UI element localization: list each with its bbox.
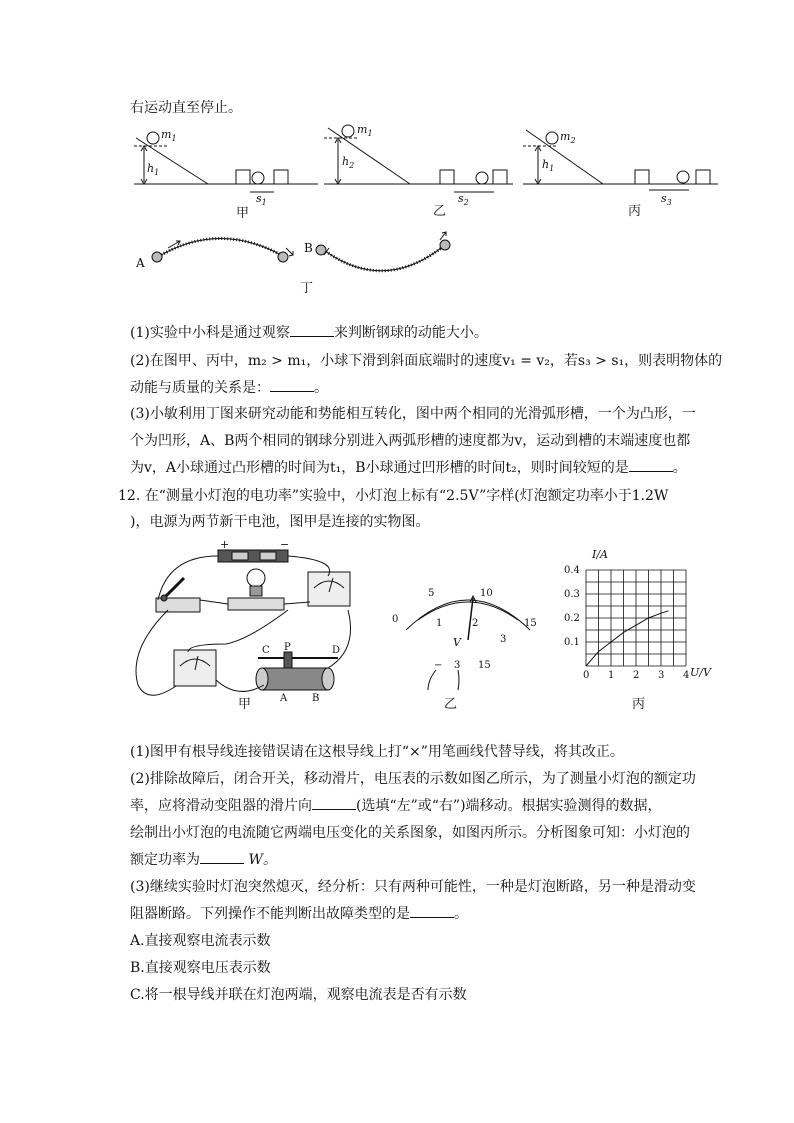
x-tick-label: 4	[683, 670, 690, 681]
svg-text:5: 5	[428, 588, 435, 599]
switch	[156, 578, 200, 612]
svg-text:15: 15	[524, 618, 537, 629]
jia-m-label: $m_1$	[161, 128, 177, 143]
yi-h-label: $h_2$	[342, 155, 355, 170]
voltmeter-dial	[392, 588, 537, 712]
svg-text:−: −	[434, 660, 443, 671]
q12-blank3	[410, 905, 454, 918]
svg-text:A: A	[280, 693, 288, 704]
q11-part1: (1)实验中小科是通过观察 来判断钢球的动能大小。	[130, 325, 488, 341]
q12-part3-line2: 阻器断路。下列操作不能判断出故障类型的是 。	[130, 906, 468, 922]
bing-caption: 丙	[628, 204, 642, 219]
yi-caption: 乙	[433, 204, 447, 219]
bing-m-label: $m_2$	[560, 130, 576, 145]
figure-circuit	[128, 540, 728, 720]
iu-graph	[564, 548, 712, 712]
x-tick-label: 3	[658, 670, 665, 681]
voltmeter-device	[308, 572, 350, 606]
q11-part3-line3: 为v，A小球通过凸形槽的时间为t₁，B小球通过凹形槽的时间t₂，则时间较短的是 。	[130, 460, 687, 476]
q12-blank1	[312, 797, 356, 810]
bing-s-label: $s_3$	[661, 192, 672, 207]
meter-caption: 乙	[444, 697, 458, 712]
x-tick-label: 0	[583, 670, 590, 681]
ding-label-b: B	[304, 241, 313, 255]
graph-xlabel: U/V	[690, 666, 711, 679]
top-line: 右运动直至停止。	[130, 100, 242, 116]
x-tick-label: 1	[608, 670, 615, 681]
q12-option-c[interactable]: C.将一根导线并联在灯泡两端，观察电流表是否有示数	[130, 987, 467, 1003]
ammeter-device	[174, 650, 216, 686]
graph-ylabel: I/A	[592, 548, 608, 561]
q12-part1: (1)图甲有根导线连接错误请在这根导线上打“×”用笔画线代替导线，将其改正。	[130, 744, 624, 760]
y-tick-label: 0.4	[564, 565, 580, 576]
y-tick-label: 0.1	[564, 637, 580, 648]
q11-blank2	[270, 379, 314, 392]
figure-ramps	[128, 120, 728, 300]
svg-text:C: C	[262, 645, 270, 656]
y-tick-label: 0.2	[564, 613, 580, 624]
ramp-bing	[523, 130, 718, 219]
jia-h-label: $h_1$	[147, 162, 160, 177]
svg-text:15: 15	[478, 660, 491, 671]
svg-text:+: +	[220, 540, 230, 551]
svg-text:10: 10	[480, 588, 493, 599]
battery	[218, 540, 289, 562]
q11-part2-line1: (2)在图甲、丙中，m₂ > m₁，小球下滑到斜面底端时的速度v₁ = v₂，若s₃ > s₁，则表明物体的	[130, 353, 723, 369]
svg-text:D: D	[332, 645, 341, 656]
bulb	[228, 569, 284, 610]
rheostat	[256, 642, 340, 704]
svg-text:P: P	[284, 642, 291, 653]
q11-part3-line1: (3)小敏利用丁图来研究动能和势能相互转化，图中两个相同的光滑弧形槽，一个为凸形，一	[130, 406, 696, 422]
svg-text:0: 0	[392, 614, 399, 625]
q12-blank2	[200, 851, 244, 864]
q12-intro-line2: )，电源为两节新干电池，图甲是连接的实物图。	[130, 514, 430, 530]
arc-grooves-ding	[135, 232, 450, 296]
q11-blank1	[290, 324, 334, 337]
q12-part3-line1: (3)继续实验时灯泡突然熄灭，经分析：只有两种可能性，一种是灯泡断路，另一种是滑动变	[130, 879, 696, 895]
q12-intro-line1: 12. 在“测量小灯泡的电功率”实验中，小灯泡上标有“2.5V”字样(灯泡额定功率小于1.2W	[118, 488, 669, 504]
svg-text:−: −	[280, 540, 290, 551]
ding-caption: 丁	[300, 281, 314, 296]
q12-option-b[interactable]: B.直接观察电压表示数	[130, 960, 271, 976]
bing-h-label: $h_1$	[542, 158, 555, 173]
q11-part2-line2: 动能与质量的关系是： 。	[130, 380, 328, 396]
svg-text:3: 3	[500, 634, 507, 645]
q11-part3-line2: 个为凹形，A、B两个相同的钢球分别进入两弧形槽的速度都为v，运动到槽的末端速度也都	[130, 433, 691, 449]
svg-text:V: V	[453, 636, 461, 649]
yi-s-label: $s_2$	[458, 192, 469, 207]
ramp-yi	[324, 123, 513, 219]
x-tick-label: 2	[633, 670, 640, 681]
svg-text:B: B	[312, 693, 320, 704]
y-tick-label: 0.3	[564, 589, 580, 600]
jia-s-label: $s_1$	[256, 192, 267, 207]
q12-option-a[interactable]: A.直接观察电流表示数	[130, 933, 271, 949]
jia-caption: 甲	[236, 206, 250, 221]
svg-text:2: 2	[472, 618, 479, 629]
graph-caption: 丙	[632, 697, 646, 712]
ramp-jia	[134, 128, 318, 221]
q12-part2-line4: 额定功率为 W。	[130, 852, 277, 868]
ding-label-a: A	[136, 256, 145, 270]
svg-text:3: 3	[454, 660, 461, 671]
circuit-caption: 甲	[238, 697, 252, 712]
q12-part2-line2: 率，应将滑动变阻器的滑片向 (选填“左”或“右”)端移动。根据实验测得的数据，	[130, 798, 662, 814]
q12-part2-line3: 绘制出小灯泡的电流随它两端电压变化的关系图象，如图丙所示。分析图象可知：小灯泡的	[130, 825, 690, 841]
q12-part2-line1: (2)排除故障后，闭合开关，移动滑片，电压表的示数如图乙所示，为了测量小灯泡的额定功	[130, 771, 696, 787]
yi-m-label: $m_1$	[357, 123, 373, 138]
q11-blank3	[629, 459, 673, 472]
svg-text:1: 1	[436, 618, 443, 629]
